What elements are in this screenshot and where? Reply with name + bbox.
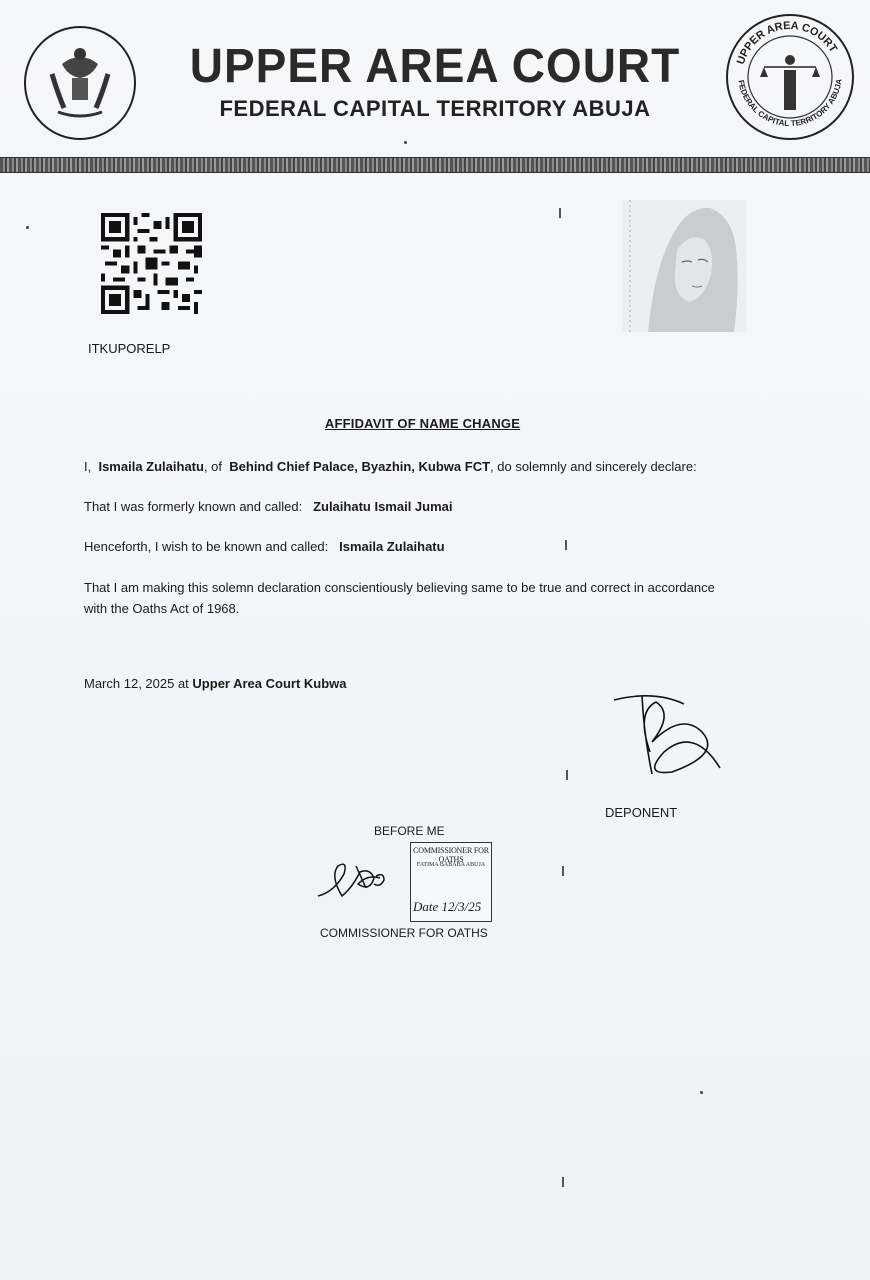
date-location-line [84, 676, 347, 691]
scan-mark [566, 770, 568, 780]
deponent-name: Ismaila Zulaihatu [98, 459, 204, 474]
commissioner-stamp [410, 842, 492, 922]
scan-mark [700, 1091, 703, 1094]
scan-mark [559, 208, 561, 218]
intro-prefix: I, [84, 459, 92, 474]
stamp-subtitle: FATIMA BABABA ABUJA [416, 862, 486, 868]
oath-line-2: with the Oaths Act of 1968. [84, 601, 240, 616]
new-name-line [84, 539, 445, 554]
seal-text-top: UPPER AREA COURT [734, 19, 840, 67]
former-name-label: That I was formerly known and called: [84, 499, 303, 514]
deponent-address: Behind Chief Palace, Byazhin, Kubwa FCT [229, 459, 491, 474]
declare-text: , do solemnly and sincerely declare: [490, 459, 697, 474]
deponent-signature [612, 692, 732, 778]
new-name-label: Henceforth, I wish to be known and called: [84, 539, 329, 554]
declaration-date: March 12, 2025 at [84, 676, 189, 691]
declaration-location: Upper Area Court Kubwa [192, 676, 347, 691]
commissioner-signature [316, 858, 406, 902]
scan-mark [26, 226, 29, 229]
scan-mark [565, 540, 567, 550]
deponent-photo [622, 200, 747, 332]
header-divider [0, 157, 870, 173]
deponent-label: DEPONENT [605, 805, 678, 820]
stamp-title: COMMISSIONER FOR OATHS [413, 846, 489, 864]
affidavit-heading: AFFIDAVIT OF NAME CHANGE [324, 416, 521, 431]
seal-text-bottom: FEDERAL CAPITAL TERRITORY ABUJA [736, 78, 844, 129]
intro-line [84, 459, 697, 474]
scan-mark [562, 1177, 564, 1187]
qr-code [101, 213, 202, 314]
reference-code: ITKUPORELP [88, 341, 171, 356]
before-me-label: BEFORE ME [374, 824, 445, 838]
former-name-line [84, 499, 453, 514]
court-subtitle: FEDERAL CAPITAL TERRITORY ABUJA [219, 96, 651, 121]
scan-mark [404, 141, 407, 144]
new-name: Ismaila Zulaihatu [339, 539, 445, 554]
commissioner-label: COMMISSIONER FOR OATHS [320, 926, 488, 940]
former-name: Zulaihatu Ismail Jumai [313, 499, 453, 514]
of-text: , of [203, 459, 223, 474]
stamp-date: Date 12/3/25 [413, 899, 482, 914]
court-seal [724, 12, 856, 142]
oath-line-1: That I am making this solemn declaration conscientiously believing same to be true and correct in accordance [84, 580, 715, 595]
court-title: UPPER AREA COURT [189, 37, 681, 93]
scan-mark [562, 866, 564, 876]
